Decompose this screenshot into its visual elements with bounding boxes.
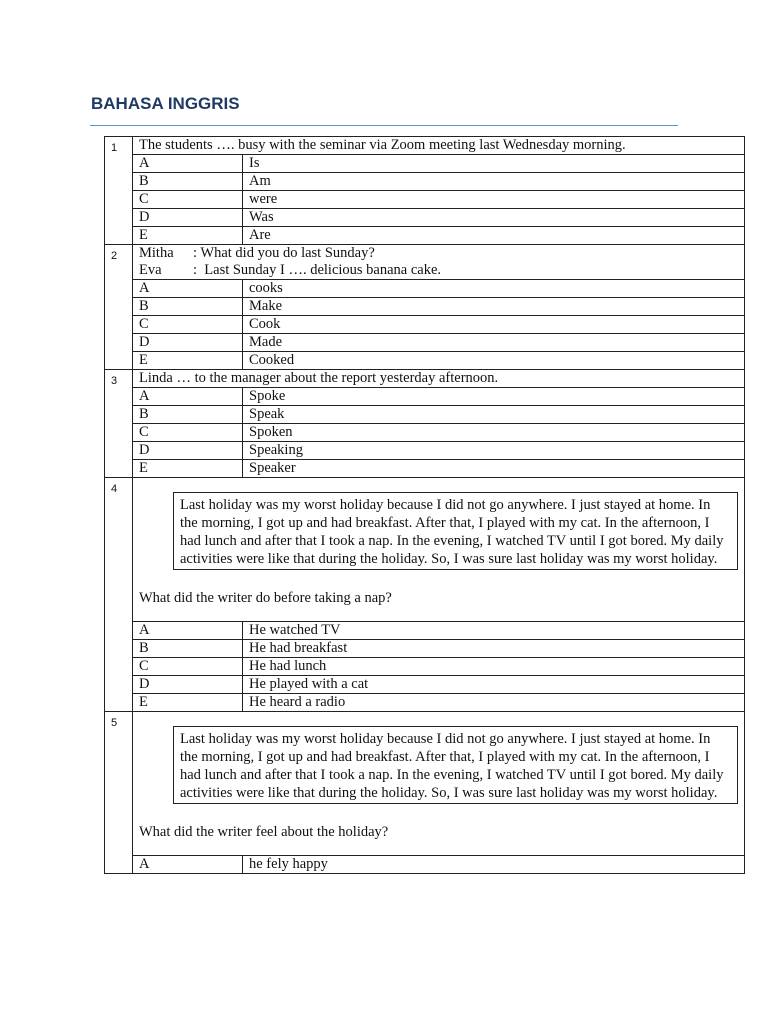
question-number: 4 [105,478,133,712]
dialogue-line [139,245,738,262]
option-text: He watched TV [243,622,745,640]
option-row[interactable] [105,406,745,424]
title-divider [90,125,678,126]
question-number: 2 [105,245,133,370]
option-row[interactable] [105,334,745,352]
option-text: cooks [243,280,745,298]
option-row[interactable] [105,388,745,406]
option-text: He played with a cat [243,676,745,694]
dialogue-speaker: Mitha [139,245,174,261]
option-letter: E [133,460,243,478]
option-letter: C [133,316,243,334]
option-letter: C [133,424,243,442]
option-row[interactable] [105,316,745,334]
option-letter: E [133,352,243,370]
option-text: He had lunch [243,658,745,676]
option-letter: A [133,155,243,173]
option-text: Are [243,227,745,245]
option-letter: E [133,694,243,712]
option-row[interactable] [105,424,745,442]
question-row [105,245,745,280]
option-text: Speak [243,406,745,424]
option-text: Was [243,209,745,227]
question-number: 1 [105,137,133,245]
option-letter: D [133,676,243,694]
option-text: Spoken [243,424,745,442]
option-row[interactable] [105,460,745,478]
option-row[interactable] [105,442,745,460]
option-row[interactable] [105,280,745,298]
question-row [105,478,745,622]
question-number: 5 [105,712,133,874]
reading-section [133,712,745,856]
option-text: He had breakfast [243,640,745,658]
question-table [104,136,745,874]
option-text: Spoke [243,388,745,406]
option-text: Is [243,155,745,173]
reading-section [133,478,745,622]
option-letter: B [133,298,243,316]
option-row[interactable] [105,155,745,173]
option-row[interactable] [105,622,745,640]
question-row [105,370,745,388]
option-letter: A [133,280,243,298]
option-row[interactable] [105,191,745,209]
option-row[interactable] [105,209,745,227]
option-text: Speaking [243,442,745,460]
reading-passage: Last holiday was my worst holiday because I did not go anywhere. I just stayed at home. In the morning, I got up and had breakfast. After that, I played with my cat. In the afternoon, I had lunch and after that I took a nap. In the evening, I watched TV until I got bored. My daily activities were like that during the holiday. So, I was sure last holiday was my worst holiday. [173,492,738,570]
option-letter: B [133,173,243,191]
option-letter: D [133,334,243,352]
option-row[interactable] [105,856,745,874]
option-row[interactable] [105,173,745,191]
option-text: he fely happy [243,856,745,874]
question-text: What did the writer feel about the holiday? [139,824,389,840]
question-text: What did the writer do before taking a nap? [139,590,392,606]
option-letter: A [133,856,243,874]
option-letter: B [133,640,243,658]
dialogue-text: : Last Sunday I …. delicious banana cake. [193,262,442,278]
question-row [105,137,745,155]
question-number: 3 [105,370,133,478]
dialogue-line [139,262,738,279]
option-letter: C [133,658,243,676]
option-letter: B [133,406,243,424]
option-text: Cook [243,316,745,334]
option-row[interactable] [105,676,745,694]
option-row[interactable] [105,352,745,370]
option-letter: A [133,388,243,406]
option-text: Made [243,334,745,352]
reading-passage: Last holiday was my worst holiday because I did not go anywhere. I just stayed at home. In the morning, I got up and had breakfast. After that, I played with my cat. In the afternoon, I had lunch and after that I took a nap. In the evening, I watched TV until I got bored. My daily activities were like that during the holiday. So, I was sure last holiday was my worst holiday. [173,726,738,804]
option-row[interactable] [105,658,745,676]
question-text: Linda … to the manager about the report yesterday afternoon. [133,370,745,388]
question-text: The students …. busy with the seminar via Zoom meeting last Wednesday morning. [133,137,745,155]
option-text: Speaker [243,460,745,478]
option-row[interactable] [105,227,745,245]
option-letter: D [133,442,243,460]
option-letter: E [133,227,243,245]
option-letter: C [133,191,243,209]
question-row [105,712,745,856]
dialogue [133,245,745,280]
option-row[interactable] [105,298,745,316]
option-row[interactable] [105,640,745,658]
option-text: He heard a radio [243,694,745,712]
option-letter: D [133,209,243,227]
option-row[interactable] [105,694,745,712]
option-letter: A [133,622,243,640]
option-text: were [243,191,745,209]
option-text: Make [243,298,745,316]
dialogue-speaker: Eva [139,262,162,278]
option-text: Cooked [243,352,745,370]
page-title: BAHASA INGGRIS [91,94,240,113]
dialogue-text: : What did you do last Sunday? [193,245,375,261]
option-text: Am [243,173,745,191]
